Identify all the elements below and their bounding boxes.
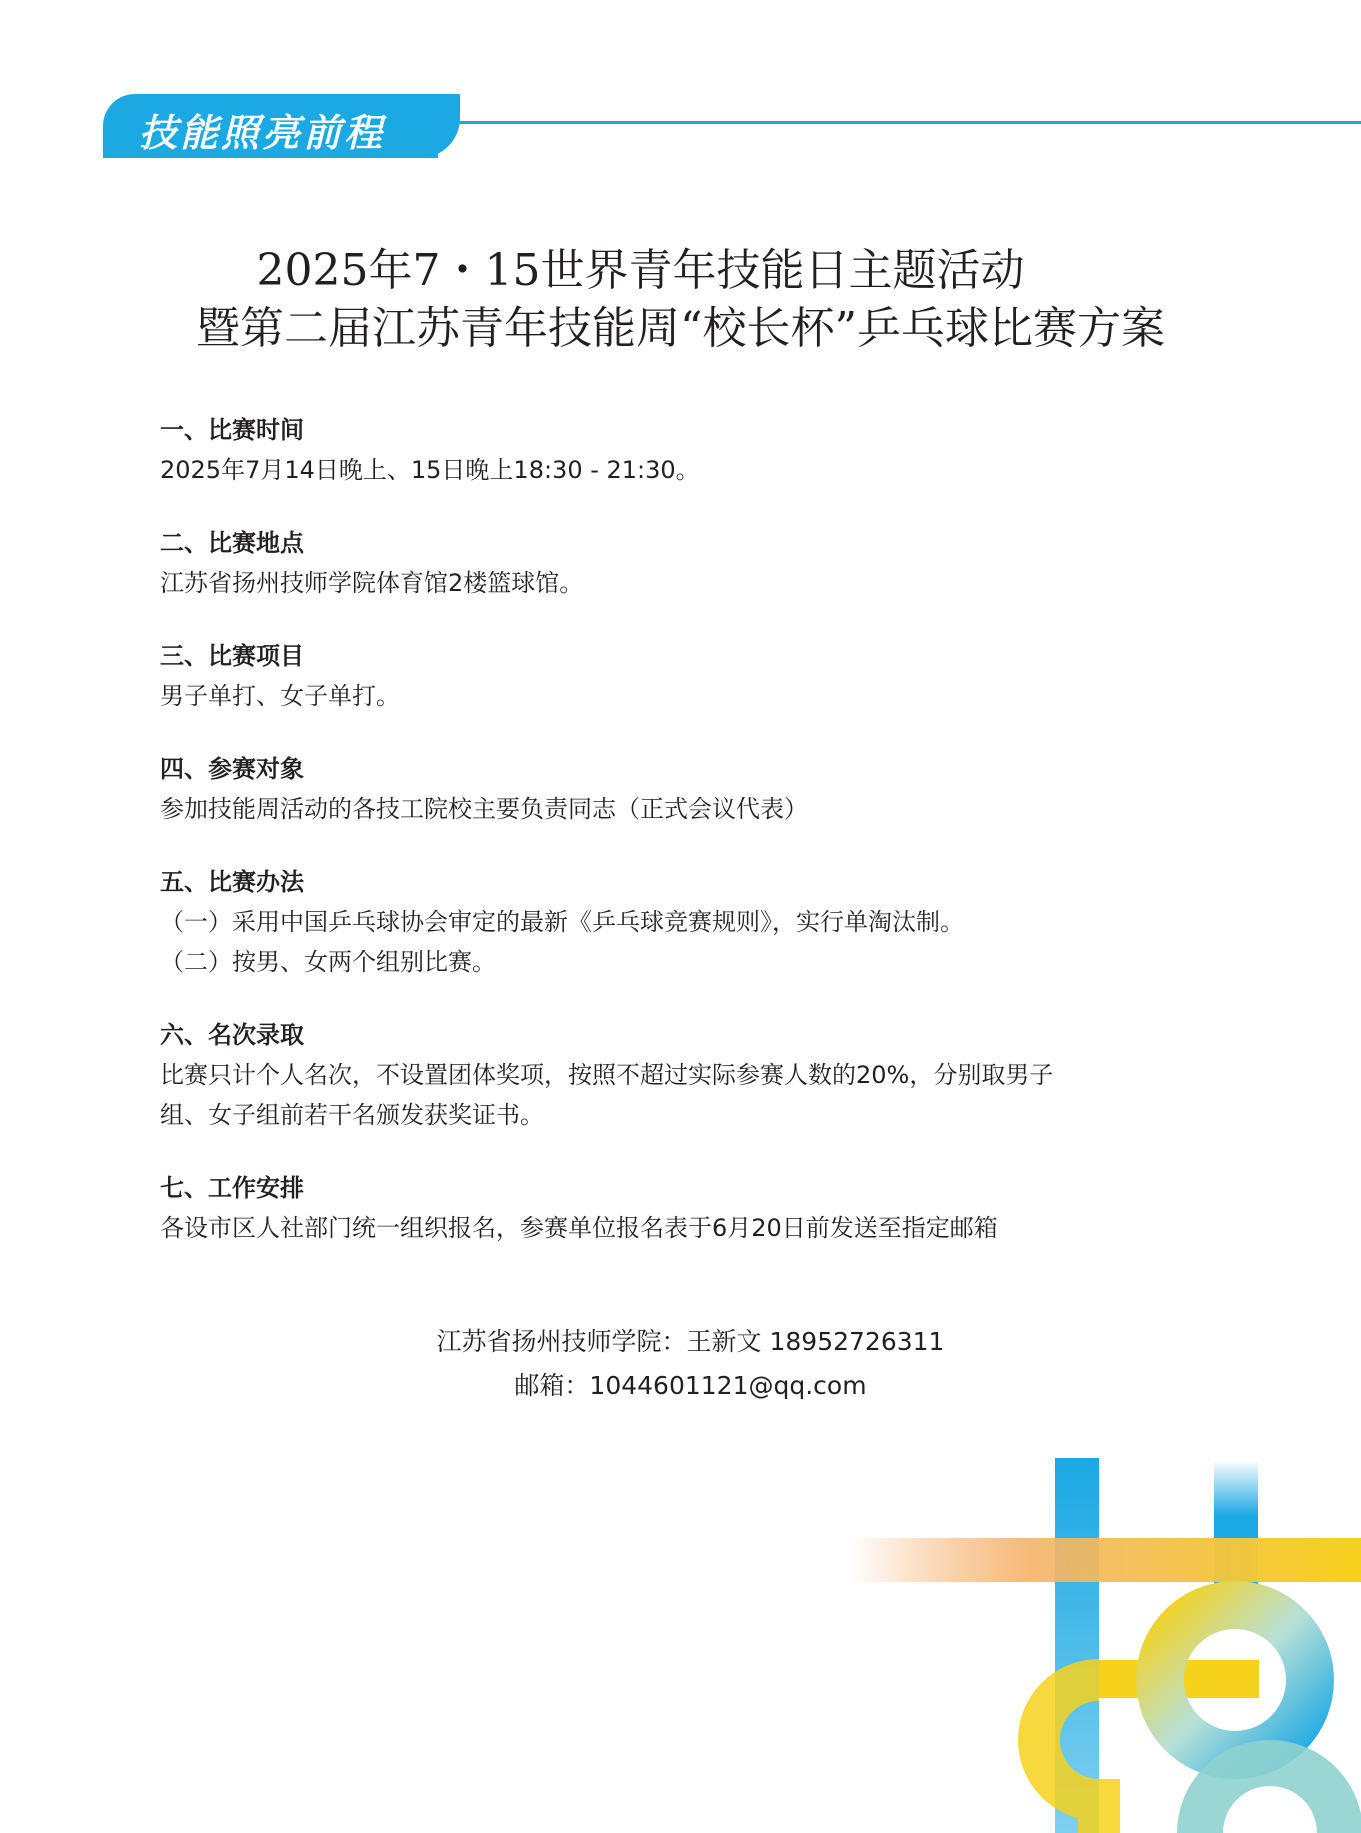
document-body — [160, 410, 1220, 1281]
document-title-line1: 2025年7・15世界青年技能日主题活动 — [256, 245, 1025, 296]
section-events — [160, 636, 1220, 716]
decorative-graphic — [850, 1450, 1361, 1833]
section-text: 江苏省扬州技师学院体育馆2楼篮球馆。 — [160, 569, 584, 597]
section-arrangement — [160, 1168, 1220, 1248]
contact-person: 江苏省扬州技师学院：王新文 18952726311 — [436, 1327, 945, 1356]
contact-email: 邮箱：1044601121@qq.com — [514, 1371, 867, 1400]
section-heading: 三、比赛项目 — [160, 642, 304, 670]
header-banner — [103, 94, 438, 158]
deco-ring-lower — [1200, 1763, 1340, 1833]
section-rules — [160, 862, 1220, 982]
section-time — [160, 410, 1220, 490]
section-text: 2025年7月14日晚上、15日晚上18:30 - 21:30。 — [160, 456, 700, 484]
header-rule — [440, 121, 1361, 124]
document-title-line2: 暨第二届江苏青年技能周“校长杯”乒乓球比赛方案 — [196, 303, 1165, 354]
section-text: （二）按男、女两个组别比赛。 — [160, 948, 496, 976]
section-heading: 一、比赛时间 — [160, 416, 304, 444]
section-heading: 七、工作安排 — [160, 1174, 304, 1202]
section-ranking — [160, 1015, 1220, 1135]
section-text: 组、女子组前若干名颁发获奖证书。 — [160, 1101, 544, 1129]
section-heading: 五、比赛办法 — [160, 868, 304, 896]
section-text: （一）采用中国乒乓球协会审定的最新《乒乓球竞赛规则》，实行单淘汰制。 — [160, 908, 964, 936]
section-participants — [160, 749, 1220, 829]
section-text: 各设市区人社部门统一组织报名，参赛单位报名表于6月20日前发送至指定邮箱 — [160, 1214, 998, 1242]
banner-text: 技能照亮前程 — [139, 110, 386, 155]
section-venue — [160, 523, 1220, 603]
section-text: 男子单打、女子单打。 — [160, 682, 400, 710]
section-heading: 二、比赛地点 — [160, 529, 304, 557]
deco-horizontal-bar — [850, 1538, 1361, 1582]
section-heading: 六、名次录取 — [160, 1021, 304, 1049]
section-text: 参加技能周活动的各技工院校主要负责同志（正式会议代表） — [160, 795, 808, 823]
section-text: 比赛只计个人名次，不设置团体奖项，按照不超过实际参赛人数的20%，分别取男子 — [160, 1061, 1054, 1089]
section-heading: 四、参赛对象 — [160, 755, 304, 783]
